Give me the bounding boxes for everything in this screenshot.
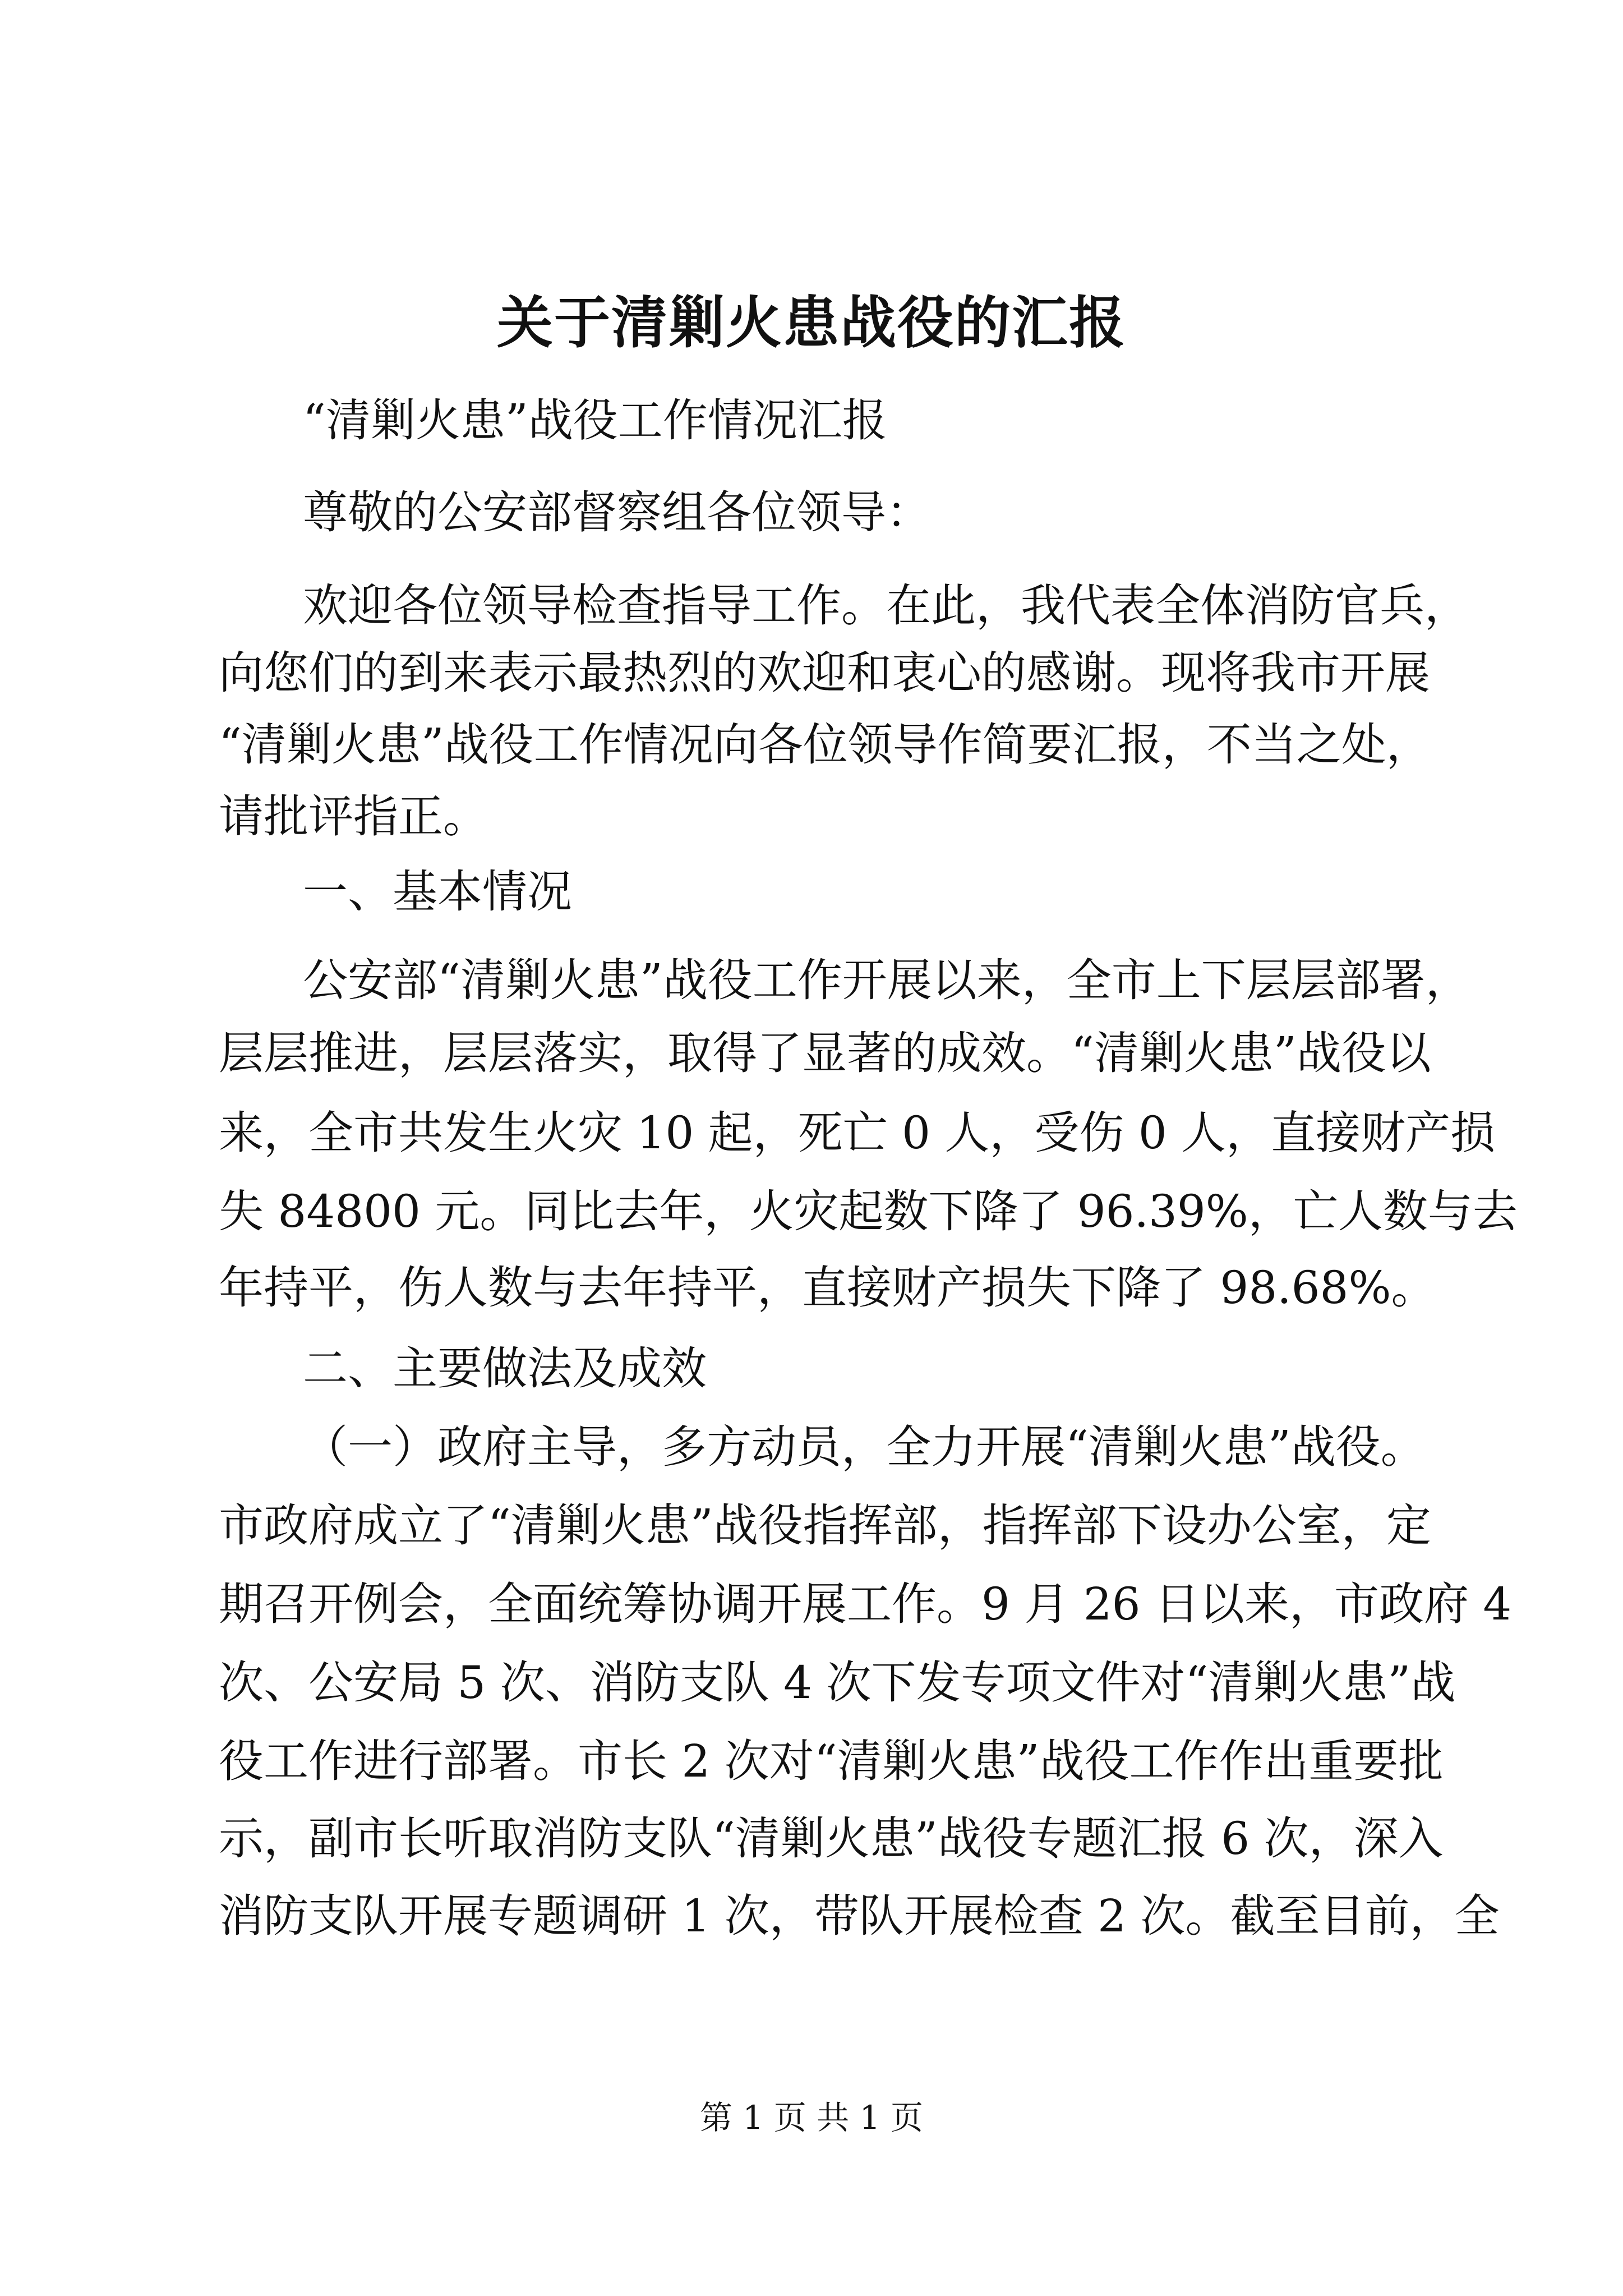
paragraph-line: 失 84800 元。同比去年，火灾起数下降了 96.39%，亡人数与去 xyxy=(219,1185,1518,1237)
paragraph-line: 市政府成立了“清剿火患”战役指挥部，指挥部下设办公室，定 xyxy=(219,1499,1431,1552)
paragraph-line: 示，副市长听取消防支队“清剿火患”战役专题汇报 6 次，深入 xyxy=(219,1812,1444,1865)
paragraph-line: “清剿火患”战役工作情况向各位领导作简要汇报，不当之处， xyxy=(219,719,1431,771)
paragraph-line: 来，全市共发生火灾 10 起，死亡 0 人，受伤 0 人，直接财产损 xyxy=(219,1107,1496,1159)
salutation-line: 尊敬的公安部督察组各位领导： xyxy=(303,486,931,539)
paragraph-line: 消防支队开展专题调研 1 次，带队开展检查 2 次。截至目前，全 xyxy=(219,1890,1500,1942)
paragraph-line: 公安部“清剿火患”战役工作开展以来，全市上下层层部署， xyxy=(303,954,1470,1006)
paragraph-line: 年持平，伤人数与去年持平，直接财产损失下降了 98.68%。 xyxy=(219,1262,1436,1314)
subtitle-line: “清剿火患”战役工作情况汇报 xyxy=(303,394,887,447)
paragraph-line: 役工作进行部署。市长 2 次对“清剿火患”战役工作作出重要批 xyxy=(219,1735,1444,1787)
paragraph-line: 期召开例会，全面统筹协调开展工作。9 月 26 日以来，市政府 4 xyxy=(219,1578,1512,1630)
paragraph-line: 次、公安局 5 次、消防支队 4 次下发专项文件对“清剿火患”战 xyxy=(219,1657,1456,1709)
section-heading: 二、主要做法及成效 xyxy=(303,1342,707,1395)
document-title: 关于清剿火患战役的汇报 xyxy=(497,289,1126,356)
paragraph-line: 向您们的到来表示最热烈的欢迎和衷心的感谢。现将我市开展 xyxy=(219,647,1430,699)
page-footer: 第 1 页 共 1 页 xyxy=(700,2099,923,2137)
paragraph-line: 层层推进，层层落实，取得了显著的成效。“清剿火患”战役以 xyxy=(219,1027,1431,1079)
subsection-heading: （一）政府主导，多方动员，全力开展“清剿火患”战役。 xyxy=(303,1421,1426,1473)
paragraph-line: 欢迎各位领导检查指导工作。在此，我代表全体消防官兵， xyxy=(303,579,1469,632)
paragraph-line: 请批评指正。 xyxy=(219,790,488,843)
section-heading: 一、基本情况 xyxy=(303,866,572,918)
